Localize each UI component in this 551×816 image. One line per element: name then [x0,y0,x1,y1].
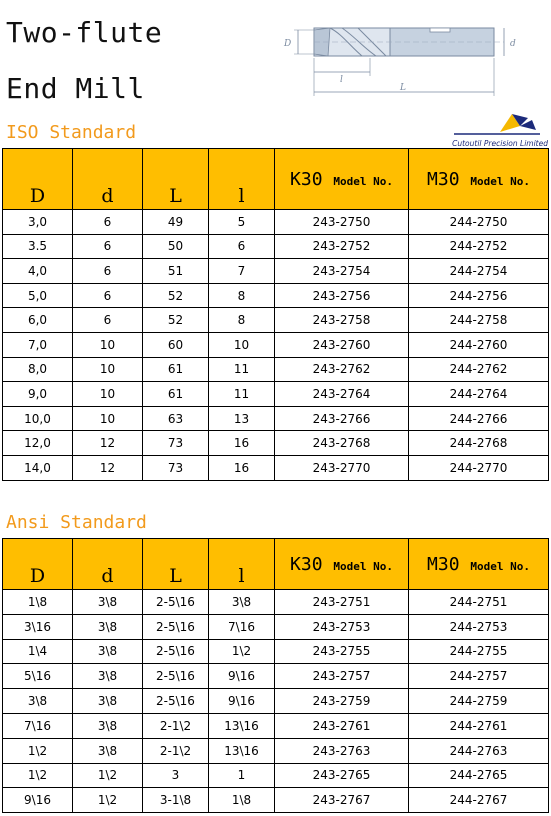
cell-m30-model: 244-2759 [409,689,549,714]
cell-L: 2-1\2 [143,713,209,738]
cell-D: 8,0 [3,357,73,382]
table-row [3,283,549,308]
cell-m30-model: 244-2762 [409,357,549,382]
model-no-label: Model No. [333,559,393,573]
cell-l: 9\16 [209,664,275,689]
cell-D: 1\2 [3,738,73,763]
logo-mark-icon [440,108,548,138]
cell-D: 7\16 [3,713,73,738]
cell-d: 3\8 [73,738,143,763]
cell-m30-model: 244-2756 [409,283,549,308]
cell-L: 2-5\16 [143,590,209,615]
cell-L: 52 [143,308,209,333]
table-row [3,357,549,382]
model-no-label: Model No. [470,174,530,188]
cell-l: 9\16 [209,689,275,714]
cell-l: 3\8 [209,590,275,615]
cell-D: 3,0 [3,210,73,235]
cell-k30-model: 243-2752 [275,234,409,259]
cell-d: 12 [73,431,143,456]
cell-D: 3\16 [3,614,73,639]
cell-l: 11 [209,357,275,382]
iso-standard-heading: ISO Standard [6,122,137,143]
cell-m30-model: 244-2760 [409,332,549,357]
cell-L: 2-5\16 [143,639,209,664]
cell-d: 10 [73,332,143,357]
cell-d: 3\8 [73,689,143,714]
cell-m30-model: 244-2750 [409,210,549,235]
col-header-l: l [209,149,275,210]
cell-L: 51 [143,259,209,284]
cell-m30-model: 244-2753 [409,614,549,639]
cell-m30-model: 244-2767 [409,788,549,813]
cell-k30-model: 243-2764 [275,382,409,407]
table-row [3,308,549,333]
cell-L: 3-1\8 [143,788,209,813]
k30-label: K30 [290,553,323,575]
cell-D: 1\8 [3,590,73,615]
cell-l: 6 [209,234,275,259]
iso-table [2,148,549,481]
cell-D: 5\16 [3,664,73,689]
cell-m30-model: 244-2768 [409,431,549,456]
cell-L: 2-1\2 [143,738,209,763]
cell-k30-model: 243-2754 [275,259,409,284]
col-header-l: l [209,539,275,590]
cell-k30-model: 243-2760 [275,332,409,357]
cell-D: 12,0 [3,431,73,456]
cell-k30-model: 243-2762 [275,357,409,382]
cell-D: 9\16 [3,788,73,813]
cell-L: 2-5\16 [143,614,209,639]
cell-d: 3\8 [73,664,143,689]
company-name: Cutoutil Precision Limited [452,139,548,148]
col-header-m30 [409,539,549,590]
col-header-L: L [143,539,209,590]
cell-l: 16 [209,431,275,456]
cell-l: 5 [209,210,275,235]
cell-d: 1\2 [73,763,143,788]
dim-label-L: L [400,83,406,93]
col-header-m30 [409,149,549,210]
m30-label: M30 [427,168,460,190]
cell-L: 60 [143,332,209,357]
cell-L: 3 [143,763,209,788]
cell-k30-model: 243-2765 [275,763,409,788]
cell-d: 12 [73,455,143,480]
cell-m30-model: 244-2765 [409,763,549,788]
cell-m30-model: 244-2766 [409,406,549,431]
cell-k30-model: 243-2757 [275,664,409,689]
cell-d: 10 [73,382,143,407]
table-row [3,763,549,788]
col-header-L: L [143,149,209,210]
cell-d: 3\8 [73,614,143,639]
cell-l: 1\2 [209,639,275,664]
cell-m30-model: 244-2761 [409,713,549,738]
k30-label: K30 [290,168,323,190]
ansi-standard-heading: Ansi Standard [6,512,147,533]
cell-k30-model: 243-2767 [275,788,409,813]
cell-k30-model: 243-2759 [275,689,409,714]
cell-k30-model: 243-2761 [275,713,409,738]
cell-l: 16 [209,455,275,480]
ansi-table [2,538,549,813]
cell-D: 6,0 [3,308,73,333]
cell-l: 7 [209,259,275,284]
cell-D: 7,0 [3,332,73,357]
dim-label-d: d [510,39,516,49]
cell-k30-model: 243-2758 [275,308,409,333]
cell-l: 8 [209,283,275,308]
cell-d: 6 [73,283,143,308]
table-row [3,332,549,357]
cell-D: 4,0 [3,259,73,284]
cell-D: 10,0 [3,406,73,431]
cell-D: 14,0 [3,455,73,480]
cell-k30-model: 243-2768 [275,431,409,456]
page-title-line1: Two-flute [6,16,163,49]
cell-L: 2-5\16 [143,664,209,689]
table-row [3,234,549,259]
model-no-label: Model No. [470,559,530,573]
cell-k30-model: 243-2751 [275,590,409,615]
col-header-d: d [73,539,143,590]
cell-D: 9,0 [3,382,73,407]
cell-d: 6 [73,259,143,284]
table-row [3,455,549,480]
cell-L: 49 [143,210,209,235]
table-row [3,788,549,813]
cell-l: 1\8 [209,788,275,813]
model-no-label: Model No. [333,174,393,188]
table-row [3,689,549,714]
cell-m30-model: 244-2755 [409,639,549,664]
col-header-d: d [73,149,143,210]
cell-d: 1\2 [73,788,143,813]
cell-l: 13 [209,406,275,431]
table-row [3,738,549,763]
cell-L: 73 [143,431,209,456]
table-row [3,259,549,284]
cell-k30-model: 243-2756 [275,283,409,308]
ansi-header-row [3,539,549,590]
cell-k30-model: 243-2755 [275,639,409,664]
cell-m30-model: 244-2754 [409,259,549,284]
company-logo [440,108,548,148]
cell-m30-model: 244-2770 [409,455,549,480]
cell-m30-model: 244-2758 [409,308,549,333]
cell-L: 73 [143,455,209,480]
cell-d: 3\8 [73,590,143,615]
cell-L: 50 [143,234,209,259]
cell-k30-model: 243-2750 [275,210,409,235]
cell-m30-model: 244-2764 [409,382,549,407]
cell-D: 1\2 [3,763,73,788]
table-row [3,664,549,689]
cell-l: 13\16 [209,738,275,763]
cell-d: 6 [73,234,143,259]
cell-l: 7\16 [209,614,275,639]
col-header-D: D [3,149,73,210]
cell-L: 61 [143,382,209,407]
m30-label: M30 [427,553,460,575]
iso-header-row [3,149,549,210]
cell-m30-model: 244-2757 [409,664,549,689]
cell-d: 6 [73,308,143,333]
cell-d: 6 [73,210,143,235]
dim-label-l: l [340,75,343,85]
cell-l: 10 [209,332,275,357]
cell-k30-model: 243-2753 [275,614,409,639]
table-row [3,614,549,639]
col-header-k30 [275,539,409,590]
cell-L: 61 [143,357,209,382]
cell-d: 10 [73,357,143,382]
cell-d: 3\8 [73,639,143,664]
col-header-D: D [3,539,73,590]
cell-m30-model: 244-2751 [409,590,549,615]
dim-label-D: D [284,39,292,49]
table-row [3,590,549,615]
cell-D: 5,0 [3,283,73,308]
cell-d: 3\8 [73,713,143,738]
cell-L: 63 [143,406,209,431]
cell-l: 1 [209,763,275,788]
table-row [3,210,549,235]
cell-d: 10 [73,406,143,431]
table-row [3,382,549,407]
page-title-line2: End Mill [6,72,145,105]
cell-L: 2-5\16 [143,689,209,714]
cell-m30-model: 244-2752 [409,234,549,259]
cell-D: 3\8 [3,689,73,714]
col-header-k30 [275,149,409,210]
cell-k30-model: 243-2770 [275,455,409,480]
cell-k30-model: 243-2766 [275,406,409,431]
table-row [3,713,549,738]
table-row [3,639,549,664]
cell-k30-model: 243-2763 [275,738,409,763]
table-row [3,406,549,431]
cell-l: 13\16 [209,713,275,738]
end-mill-drawing [270,16,520,102]
cell-l: 8 [209,308,275,333]
cell-D: 1\4 [3,639,73,664]
table-row [3,431,549,456]
cell-L: 52 [143,283,209,308]
cell-m30-model: 244-2763 [409,738,549,763]
cell-l: 11 [209,382,275,407]
cell-D: 3.5 [3,234,73,259]
